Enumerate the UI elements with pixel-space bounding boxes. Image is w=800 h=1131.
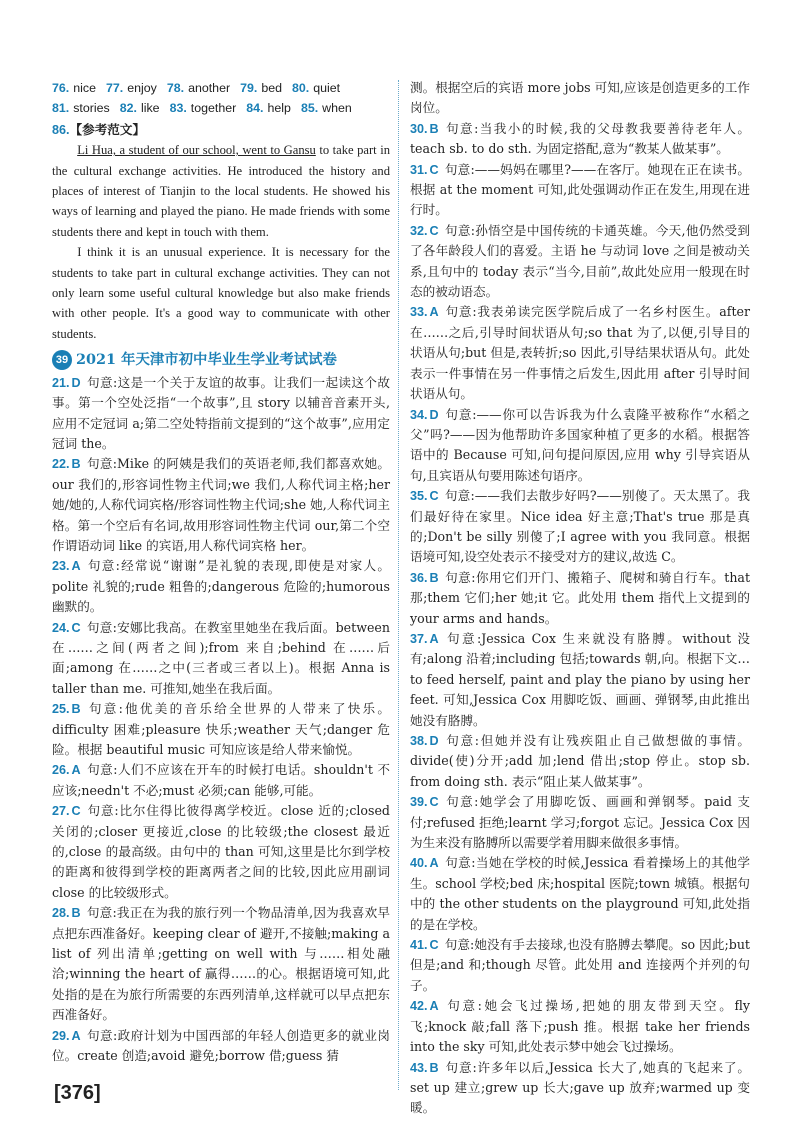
explanation-text: 句意:——我们去散步好吗?——别傻了。天太黑了。我们最好待在家里。Nice idea 好主意;That's true 那是真的;Don't be silly 别傻了;I agree with you 我同意。根据语境可知,设空处表示不接受对方的建议,故选 C。 <box>410 488 750 565</box>
answer-letter: B <box>429 121 439 136</box>
explanation-text: 句意:安娜比我高。在教室里她坐在我后面。between 在……之间(两者之间);from 来自;behind 在……后面;among 在……之中(三者或三者以上)。根据 Anna is taller than me. 可推知,她坐在我后面。 <box>52 619 390 696</box>
answer-number: 84. <box>246 101 264 116</box>
explanation-text: 句意:政府计划为中国西部的年轻人创造更多的就业岗位。create 创造;avoid 避免;borrow 借;guess 猜 <box>52 1027 390 1064</box>
explanation-text: 句意:当我小的时候,我的父母教我要善待老年人。teach sb. to do sth. 为固定搭配,意为“教某人做某事”。 <box>410 120 750 157</box>
answer-number: 76. <box>52 81 70 95</box>
answer-item <box>246 98 291 118</box>
answer-letter: C <box>429 489 439 504</box>
answer-number: 78. <box>166 81 185 95</box>
answer-explanation <box>410 853 750 935</box>
column-divider <box>398 80 399 1090</box>
left-column <box>52 78 390 1067</box>
question-number: 36. <box>410 570 428 585</box>
explanation-text: 句意:他优美的音乐给全世界的人带来了快乐。difficulty 困难;pleasure 快乐;weather 天气;danger 危险。根据 beautiful music 可知应该是给人带来愉悦。 <box>52 701 390 757</box>
answer-explanation <box>52 1026 390 1067</box>
answer-number: 77. <box>105 81 124 95</box>
answer-word: nice <box>73 81 96 95</box>
explanation-text: 句意:——妈妈在哪里?——在客厅。她现在正在读书。根据 at the moment 可知,此处强调动作正在发生,用现在进行时。 <box>410 161 750 218</box>
answer-word: quiet <box>313 81 341 95</box>
essay-paragraph-2: I think it is an unusual experience. It is necessary for the students to take part in cultural exchange activities. They can not only learn some useful cultural knowledge but also make friends with other people. It's a good way to communicate with other students. <box>52 245 390 341</box>
answer-word: help <box>267 101 291 116</box>
answer-letter: A <box>71 559 81 574</box>
answer-explanation <box>52 801 390 903</box>
explanation-text: 句意:经常说“谢谢”是礼貌的表现,即使是对家人。polite 礼貌的;rude 粗鲁的;dangerous 危险的;humorous 幽默的。 <box>52 558 390 615</box>
question-number: 31. <box>410 162 428 177</box>
question-number: 33. <box>410 305 428 320</box>
answer-item <box>52 78 96 98</box>
answer-letter: A <box>429 856 439 871</box>
answer-letter: D <box>71 375 81 390</box>
essay-paragraph-1 <box>52 140 390 242</box>
answer-letter: A <box>71 763 81 778</box>
answer-explanation <box>52 556 390 617</box>
question-number: 30. <box>410 121 428 136</box>
answer-explanation <box>410 792 750 853</box>
answer-word: enjoy <box>127 81 157 95</box>
question-number: 43. <box>410 1060 428 1075</box>
explanation-text: 句意:孙悟空是中国传统的卡通英雄。今天,他仍然受到了各年龄段人们的喜爱。主语 he 与动词 love 之间是被动关系,且句中的 today 表示“当今,目前”,故此处应用一般现在时态的被动语态。 <box>410 222 750 300</box>
answer-explanation <box>52 760 390 801</box>
explanation-text: 句意:她会飞过操场,把她的朋友带到天空。fly 飞;knock 敲;fall 落下;push 推。根据 take her friends into the sky 可知,此处表示梦中她会飞过操场。 <box>410 998 750 1055</box>
question-number: 21. <box>52 375 70 390</box>
question-number: 42. <box>410 999 428 1014</box>
answer-letter: B <box>71 906 81 921</box>
answer-explanation <box>410 221 750 303</box>
answer-item <box>120 98 160 118</box>
explanation-text: 句意:许多年以后,Jessica 长大了,她真的飞起来了。set up 建立;grew up 长大;gave up 放弃;warmed up 变暖。 <box>410 1059 750 1116</box>
explanation-text: 句意:但她并没有让残疾阻止自己做想做的事情。divide(使)分开;add 加;lend 借出;stop 停止。stop sb. from doing sth. 表示“阻止某人做某事”。 <box>410 733 750 789</box>
answer-explanation <box>52 903 390 1025</box>
explanation-text: 句意:比尔住得比彼得离学校近。close 近的;closed 关闭的;closer 更接近,close 的比较级;the closest 最近的,close 的最高级。由句中的 than 可知,这里是比尔到学校的距离和彼得到学校的距离两者之间的比较,因此应用副词 close 的比较级形式。 <box>52 803 390 900</box>
question-number: 29. <box>52 1028 70 1043</box>
answer-word: together <box>190 101 237 116</box>
answer-explanation <box>410 405 750 487</box>
explanation-text: 句意:Mike 的阿姨是我们的英语老师,我们都喜欢她。our 我们的,形容词性物主代词;we 我们,人称代词主格;her 她/她的,人称代词宾格/形容词性物主代词;she 她,人称代词主格。第一个空后有名词,故用形容词性物主代词 our,第二个空作谓语动词 like 的宾语,用人称代词宾格 her。 <box>52 456 390 553</box>
answer-letter: B <box>71 457 81 472</box>
answer-letter: A <box>71 1028 81 1043</box>
question-number: 35. <box>410 489 428 504</box>
model-essay <box>52 140 390 344</box>
question-number: 23. <box>52 559 70 574</box>
answer-item <box>167 78 230 98</box>
answer-explanation <box>410 568 750 629</box>
explanation-text: 句意:这是一个关于友谊的故事。让我们一起读这个故事。第一个空处泛指“一个故事”,且 story 以辅音音素开头,应用不定冠词 a;第二空处特指前文提到的“这个故事”,应用定冠词 the。 <box>52 374 390 451</box>
answer-explanation <box>410 731 750 792</box>
answer-number: 80. <box>292 81 310 95</box>
answer-letter: C <box>71 804 81 819</box>
explanation-text: 句意:她没有手去接球,也没有胳膊去攀爬。so 因此;but 但是;and 和;though 尽管。此处用 and 连接两个并列的句子。 <box>410 937 750 993</box>
page-number-value: 376 <box>60 1082 95 1104</box>
answer-explanation <box>410 1058 750 1119</box>
question-number: 41. <box>410 938 428 953</box>
explanation-text: 句意:——你可以告诉我为什么袁隆平被称作“水稻之父”吗?——因为他帮助许多国家种植了更多的水稻。根据答语中的 Because 可知,问句提问原因,应用 why 引导宾语从句,且宾语从句要用陈述句语序。 <box>410 406 750 483</box>
question-number: 22. <box>52 457 70 472</box>
answer-letter: A <box>429 305 439 320</box>
answer-explanation <box>52 454 390 556</box>
answer-number: 83. <box>169 101 187 116</box>
answer-number: 81. <box>52 101 70 116</box>
answer-letter: C <box>71 620 81 635</box>
explanation-text: 句意:当她在学校的时候,Jessica 看着操场上的其他学生。school 学校;bed 床;hospital 医院;town 城镇。根据句中的 the other students on the playground 可知,此处指的是在学校。 <box>410 855 750 932</box>
answer-number: 82. <box>119 101 137 116</box>
answer-explanation <box>410 629 750 731</box>
answer-word: bed <box>261 81 283 95</box>
right-answer-list <box>410 119 750 1119</box>
answer-letter: A <box>429 631 439 646</box>
answer-item <box>301 98 352 118</box>
answer-letter: B <box>429 1060 439 1075</box>
answer-item <box>52 98 110 118</box>
explanation-text: 句意:你用它们开门、搬箱子、爬树和骑自行车。that 那;them 它们;her 她;it 它。此处用 them 指代上文提到的 your arms and hands。 <box>410 569 750 626</box>
question-number: 26. <box>52 763 70 778</box>
question-number: 39. <box>410 795 428 810</box>
answer-letter: C <box>429 223 439 238</box>
answer-number: 79. <box>240 81 258 95</box>
explanation-text: 句意:我表弟读完医学院后成了一名乡村医生。after 在……之后,引导时间状语从句;so that 为了,以便,引导目的状语从句;but 但是,表转折;so 因此,引导结果状语从句。此处表示一件事情在另一件事情之后发生,因此用 after 引导时间状语从句。 <box>410 304 750 402</box>
answer-number: 85. <box>300 101 319 116</box>
question-number: 28. <box>52 906 70 921</box>
left-answer-list <box>52 373 390 1067</box>
question-number: 32. <box>410 223 428 238</box>
question-number: 34. <box>410 407 428 422</box>
explanation-text: 句意:她学会了用脚吃饭、画画和弹钢琴。paid 支付;refused 拒绝;learnt 学习;forgot 忘记。Jessica Cox 因为生来没有胳膊所以需要学着用脚来做很多事情。 <box>410 794 750 851</box>
essay-number: 86. <box>52 122 70 137</box>
answer-letter: C <box>429 162 439 177</box>
answer-letter: D <box>429 407 439 422</box>
essay-heading <box>52 120 390 140</box>
answer-letter: A <box>429 999 439 1014</box>
answer-explanation <box>410 935 750 996</box>
question-number: 37. <box>410 631 428 646</box>
answer-item <box>292 78 340 98</box>
answer-item <box>170 98 237 118</box>
question-number: 40. <box>410 856 428 871</box>
right-column <box>410 78 750 1119</box>
question-number: 38. <box>410 734 428 748</box>
answer-explanation <box>410 119 750 160</box>
answer-explanation <box>52 618 390 700</box>
answer-letter: B <box>429 570 439 585</box>
section-title <box>52 350 390 370</box>
answer-word: like <box>140 101 160 116</box>
section-number-badge: 39 <box>52 350 72 370</box>
answer-word: stories <box>73 101 110 116</box>
section-title-text: 2021 年天津市初中毕业生学业考试试卷 <box>76 351 337 369</box>
explanation-text: 句意:我正在为我的旅行列一个物品清单,因为我喜欢早点把东西准备好。keeping clear of 避开,不接触;making a list of 列出清单;getting on well with 与……相处融洽;winning the heart of 赢得……的心。根据语境可知,此处指的是在为旅行所需要的东西列清单,这样就可以早点把东西准备好。 <box>52 905 390 1023</box>
answer-item <box>106 78 157 98</box>
continued-explanation: 测。根据空后的宾语 more jobs 可知,应该是创造更多的工作岗位。 <box>410 80 750 116</box>
essay-p1-rest: to take part in the cultural exchange activities. He introduced the history and places of interest of Tianjin to the local students. He showed his ways of learning and played the piano. He made friends with some students there and kept in touch with them. <box>52 143 390 239</box>
answer-explanation <box>410 486 750 568</box>
answer-word: another <box>188 81 231 95</box>
answer-explanation <box>410 302 750 404</box>
answer-explanation <box>410 996 750 1057</box>
answer-letter: B <box>71 702 81 717</box>
question-number: 27. <box>52 804 70 819</box>
explanation-text: 句意:人们不应该在开车的时候打电话。shouldn't 不应该;needn't 不必;must 必须;can 能够,可能。 <box>52 762 390 798</box>
answer-word: when <box>322 101 352 116</box>
essay-heading-label: 【参考范文】 <box>69 121 146 137</box>
answer-row-76-80 <box>52 78 390 98</box>
explanation-text: 句意:Jessica Cox 生来就没有胳膊。without 没有;along 沿着;including 包括;towards 朝,向。根据下文… to feed herself, paint and play the piano by using her feet. 可知,Jessica Cox 用脚吃饭、画画、弹钢琴,由此推出她没有胳膊。 <box>410 630 750 728</box>
answer-explanation <box>52 699 390 760</box>
question-number: 25. <box>52 702 70 717</box>
essay-underlined-phrase: Li Hua, a student of our school, went to Gansu <box>77 143 316 158</box>
answer-row-81-85 <box>52 98 390 118</box>
answer-item <box>240 78 282 98</box>
answer-letter: D <box>429 734 439 748</box>
page-number: [376] <box>54 1082 101 1104</box>
question-number: 24. <box>52 620 70 635</box>
answer-letter: C <box>429 795 439 810</box>
answer-explanation <box>52 373 390 455</box>
answer-letter: C <box>429 938 439 953</box>
answer-explanation <box>410 160 750 221</box>
